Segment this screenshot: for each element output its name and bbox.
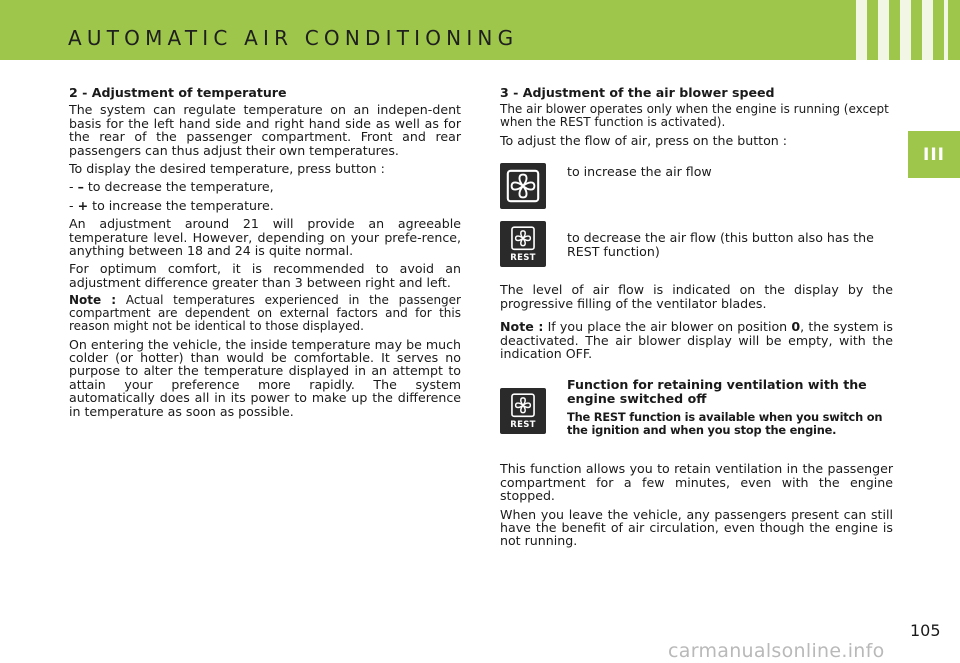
watermark: carmanualsonline.info bbox=[668, 640, 885, 662]
fan-rest-icon bbox=[500, 388, 546, 434]
paragraph: The system can regulate temperature on an indepen-dent basis for the left hand side and right hand side as well as for the rear of the passenger compartment. Front and rear passengers can thus adjust their own temperatures. bbox=[69, 102, 461, 158]
paragraph: For optimum comfort, it is recommended to avoid an adjustment difference greater than 3 between right and left. bbox=[69, 261, 461, 290]
rest-function-text bbox=[567, 378, 893, 436]
page-title: AUTOMATIC AIR CONDITIONING bbox=[68, 26, 519, 50]
header-stripes bbox=[856, 0, 948, 60]
paragraph: When you leave the vehicle, any passengers present can still have the benefit of air circulation, even though the engine is not running. bbox=[500, 506, 893, 549]
decrease-caption: to decrease the air flow (this button also has the REST function) bbox=[567, 230, 874, 259]
function-subtitle: The REST function is available when you switch on the ignition and when you stop the engine. bbox=[567, 410, 883, 437]
page-number: 105 bbox=[910, 621, 941, 640]
paragraph: This function allows you to retain ventilation in the passenger compartment for a few minutes, even with the engine stopped. bbox=[500, 461, 893, 504]
rest-label: REST bbox=[510, 253, 536, 264]
note: Note : If you place the air blower on position 0, the system is deactivated. The air blower display will be empty, with the indication OFF. bbox=[500, 319, 893, 362]
fan-increase-icon bbox=[500, 163, 546, 209]
paragraph: To adjust the flow of air, press on the button : bbox=[500, 133, 788, 148]
plus-instruction: - + to increase the temperature. bbox=[69, 197, 274, 213]
paragraph: To display the desired temperature, press button : bbox=[69, 161, 385, 177]
minus-symbol: – bbox=[77, 179, 84, 195]
section-heading-temperature: 2 - Adjustment of temperature bbox=[69, 85, 287, 100]
left-column bbox=[69, 86, 461, 423]
fan-rest-icon bbox=[500, 221, 546, 267]
increase-air-flow-row bbox=[500, 163, 893, 211]
decrease-air-flow-row bbox=[500, 221, 893, 269]
section-heading-blower: 3 - Adjustment of the air blower speed bbox=[500, 85, 775, 100]
paragraph: The air blower operates only when the engine is running (except when the REST function is activated). bbox=[500, 102, 889, 130]
increase-caption: to increase the air flow bbox=[567, 164, 712, 180]
chapter-tab: III bbox=[908, 131, 960, 178]
note: Note : Actual temperatures experienced in the passenger compartment are dependent on external factors and for this reason might not be identical to those displayed. bbox=[69, 293, 461, 333]
rest-label: REST bbox=[510, 420, 536, 431]
minus-instruction: - – to decrease the temperature, bbox=[69, 179, 274, 195]
right-column bbox=[500, 86, 893, 553]
paragraph: An adjustment around 21 will provide an agreeable temperature level. However, depending on your prefe-rence, anything between 18 and 24 is quite normal. bbox=[69, 216, 461, 259]
plus-symbol: + bbox=[77, 197, 89, 213]
paragraph: The level of air flow is indicated on the display by the progressive filling of the ventilator blades. bbox=[500, 282, 893, 311]
header-bar bbox=[0, 0, 960, 60]
rest-function-box bbox=[500, 378, 893, 448]
function-title: Function for retaining ventilation with the engine switched off bbox=[567, 377, 867, 406]
paragraph: On entering the vehicle, the inside temperature may be much colder (or hotter) than would be comfortable. It serves no purpose to alter the temperature displayed in an attempt to attain your preference more rapidly. The system automatically does all in its power to make up the difference in temperature as soon as possible. bbox=[69, 336, 461, 419]
